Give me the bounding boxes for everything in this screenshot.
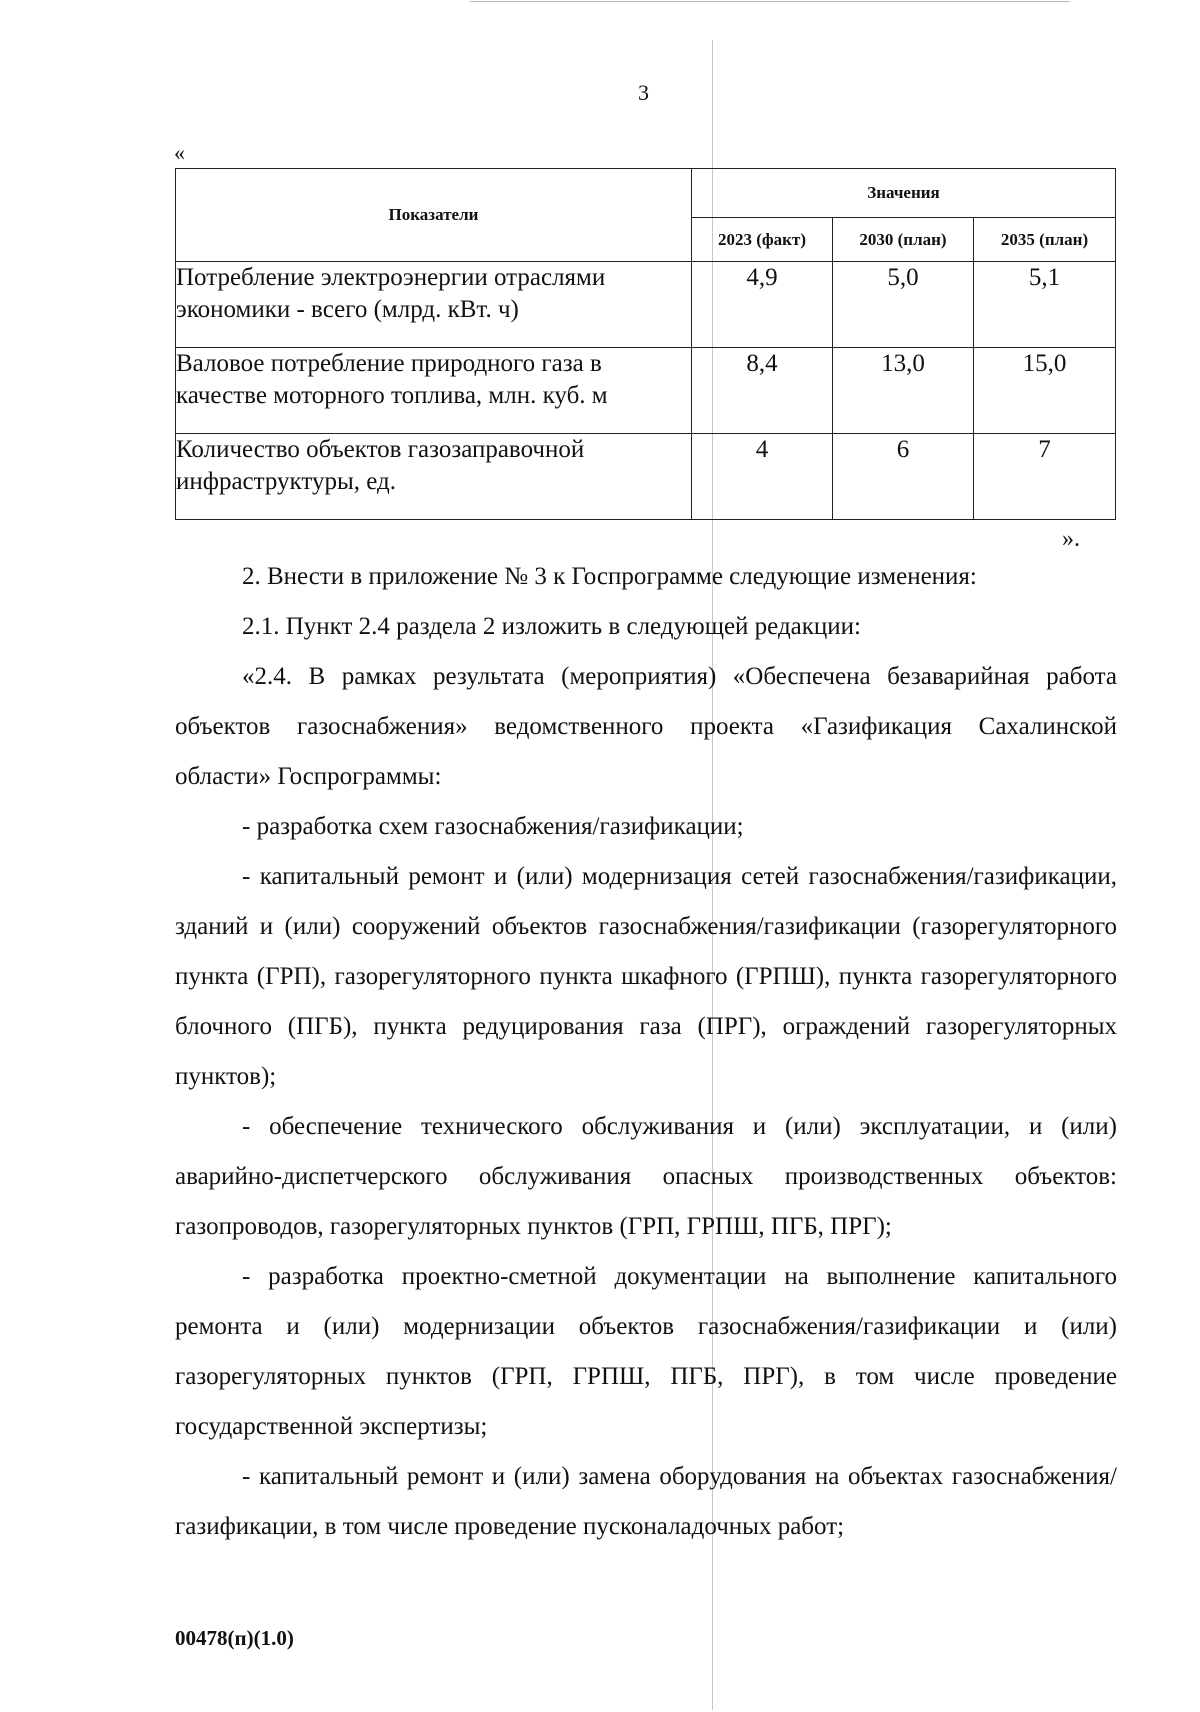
top-rule xyxy=(470,1,1070,2)
paragraph: - разработка схем газоснабжения/газификации; xyxy=(242,813,744,840)
row-value: 7 xyxy=(974,434,1116,520)
row-value: 5,0 xyxy=(833,262,974,348)
table-row xyxy=(176,434,1116,520)
paragraph: - обеспечение технического обслуживания и (или) эксплуатации, и (или) аварийно-диспетчерского обслуживания опасных производственных объектов: газопроводов, газорегуляторных пунктов (ГРП, ГРПШ, ПГБ, ПРГ); xyxy=(175,1113,1117,1240)
table-row xyxy=(176,348,1116,434)
row-value: 4,9 xyxy=(692,262,833,348)
header-values: Значения xyxy=(692,169,1116,218)
body-text xyxy=(175,552,1117,1552)
header-year-2023: 2023 (факт) xyxy=(692,218,833,262)
row-value: 5,1 xyxy=(974,262,1116,348)
row-value: 15,0 xyxy=(974,348,1116,434)
row-value: 6 xyxy=(833,434,974,520)
row-label: Потребление электроэнергии отраслями экономики - всего (млрд. кВт. ч) xyxy=(176,262,692,348)
paragraph: 2.1. Пункт 2.4 раздела 2 изложить в следующей редакции: xyxy=(242,613,861,640)
row-value: 4 xyxy=(692,434,833,520)
open-quote: « xyxy=(174,140,185,165)
row-value: 8,4 xyxy=(692,348,833,434)
paragraph: 2. Внести в приложение № 3 к Госпрограмме следующие изменения: xyxy=(242,563,977,590)
header-indicators: Показатели xyxy=(176,169,692,262)
paragraph: «2.4. В рамках результата (мероприятия) «Обеспечена безаварийная работа объектов газоснабжения» ведомственного проекта «Газификация Сахалинской области» Госпрограммы: xyxy=(175,663,1117,790)
table-row xyxy=(176,262,1116,348)
row-value: 13,0 xyxy=(833,348,974,434)
paragraph: - капитальный ремонт и (или) модернизация сетей газоснабжения/газификации, зданий и (или) сооружений объектов газоснабжения/газификации (газорегуляторного пункта (ГРП), газорегуляторного пункта шкафного (ГРПШ), пункта газорегуляторного блочного (ПГБ), пункта редуцирования газа (ПРГ), ограждений газорегуляторных пунктов); xyxy=(175,863,1117,1090)
header-year-2030: 2030 (план) xyxy=(833,218,974,262)
row-label: Валовое потребление природного газа в качестве моторного топлива, млн. куб. м xyxy=(176,348,692,434)
paragraph: - капитальный ремонт и (или) замена оборудования на объектах газоснабжения/газификации, в том числе проведение пусконаладочных работ; xyxy=(175,1463,1117,1540)
header-year-2035: 2035 (план) xyxy=(974,218,1116,262)
row-label: Количество объектов газозаправочной инфраструктуры, ед. xyxy=(176,434,692,520)
document-code: 00478(п)(1.0) xyxy=(175,1626,294,1650)
page-number: 3 xyxy=(638,80,649,105)
indicators-table xyxy=(175,168,1116,520)
paragraph: - разработка проектно-сметной документации на выполнение капитального ремонта и (или) модернизации объектов газоснабжения/газификации и (или) газорегуляторных пунктов (ГРП, ГРПШ, ПГБ, ПРГ), в том числе проведение государственной экспертизы; xyxy=(175,1263,1117,1440)
close-quote: ». xyxy=(1062,526,1080,552)
